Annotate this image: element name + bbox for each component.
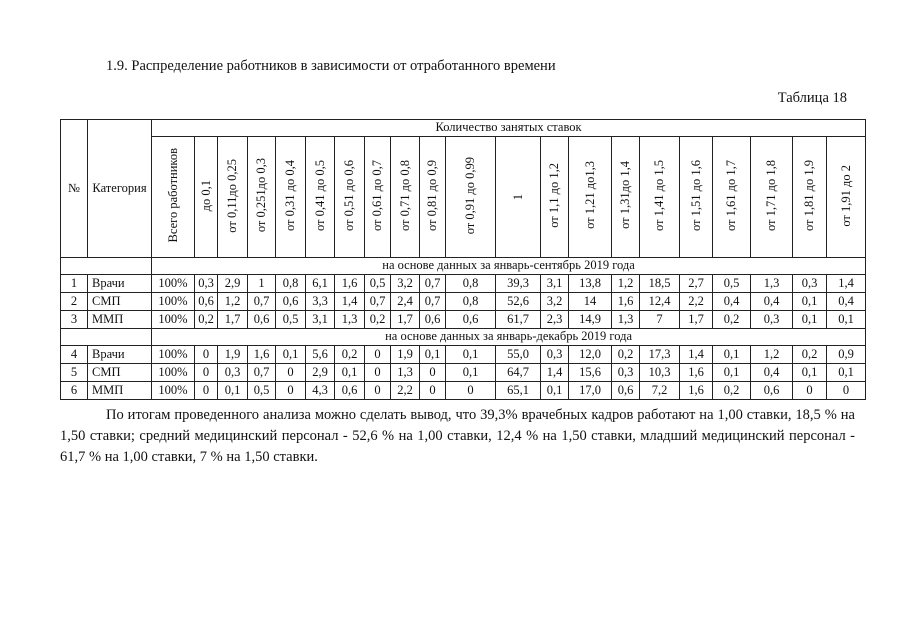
column-header xyxy=(306,137,335,258)
column-header-label: 1 xyxy=(510,194,525,201)
table-cell: 2,9 xyxy=(218,275,248,293)
table-cell: 0 xyxy=(420,382,446,400)
table-cell: 0 xyxy=(195,364,218,382)
column-header xyxy=(751,137,793,258)
table-cell: 14,9 xyxy=(569,311,612,329)
table-cell: 0 xyxy=(195,382,218,400)
table-cell: 0,4 xyxy=(751,293,793,311)
row-category: СМП xyxy=(88,293,152,311)
table-cell: 0,3 xyxy=(218,364,248,382)
table-cell: 3,1 xyxy=(541,275,569,293)
section-spacer xyxy=(61,329,152,346)
table-cell: 0 xyxy=(420,364,446,382)
column-header xyxy=(541,137,569,258)
distribution-table xyxy=(60,119,866,400)
table-cell: 0 xyxy=(365,364,391,382)
table-cell: 3,2 xyxy=(391,275,420,293)
table-cell: 100% xyxy=(152,311,195,329)
table-cell: 1,4 xyxy=(680,346,713,364)
table-cell: 0 xyxy=(276,382,306,400)
table-cell: 1,9 xyxy=(218,346,248,364)
table-cell: 6,1 xyxy=(306,275,335,293)
table-cell: 0,1 xyxy=(827,364,866,382)
table-label: Таблица 18 xyxy=(777,90,847,106)
column-header-label: от 0,51 до 0,6 xyxy=(342,159,357,231)
table-cell: 3,1 xyxy=(306,311,335,329)
row-category: ММП xyxy=(88,382,152,400)
table-cell: 2,2 xyxy=(680,293,713,311)
column-header xyxy=(365,137,391,258)
table-cell: 0,2 xyxy=(713,382,751,400)
column-header-label: от 0,11до 0,25 xyxy=(225,158,240,233)
header-group: Количество занятых ставок xyxy=(152,120,866,137)
table-cell: 1,6 xyxy=(335,275,365,293)
table-cell: 0,5 xyxy=(365,275,391,293)
column-header-label: от 1,61 до 1,7 xyxy=(724,159,739,231)
column-header xyxy=(793,137,827,258)
table-cell: 0,2 xyxy=(793,346,827,364)
table-cell: 17,3 xyxy=(640,346,680,364)
table-cell: 0,7 xyxy=(420,275,446,293)
table-cell: 0,1 xyxy=(793,311,827,329)
table-cell: 0,1 xyxy=(793,293,827,311)
column-header-label: Всего работников xyxy=(165,148,180,243)
table-cell: 0 xyxy=(365,382,391,400)
column-header xyxy=(391,137,420,258)
table-cell: 0,1 xyxy=(827,311,866,329)
column-header-label: от 1,51 до 1,6 xyxy=(688,159,703,231)
table-cell: 0,5 xyxy=(713,275,751,293)
table-cell: 0 xyxy=(365,346,391,364)
table-cell: 0,8 xyxy=(446,293,496,311)
table-row xyxy=(61,311,866,329)
table-cell: 5,6 xyxy=(306,346,335,364)
table-cell: 2,9 xyxy=(306,364,335,382)
table-cell: 1,3 xyxy=(612,311,640,329)
table-cell: 0,1 xyxy=(335,364,365,382)
column-header-label: от 0,71 до 0,8 xyxy=(397,159,412,231)
column-header-label: от 0,91 до 0,99 xyxy=(463,156,478,235)
table-body xyxy=(61,258,866,400)
table-row xyxy=(61,293,866,311)
table-cell: 2,4 xyxy=(391,293,420,311)
table-cell: 0,1 xyxy=(276,346,306,364)
table-cell: 0,1 xyxy=(713,346,751,364)
column-header xyxy=(640,137,680,258)
column-header xyxy=(713,137,751,258)
table-cell: 1,9 xyxy=(391,346,420,364)
column-header-label: от 0,31 до 0,4 xyxy=(283,159,298,231)
table-cell: 7 xyxy=(640,311,680,329)
column-header xyxy=(446,137,496,258)
row-number: 3 xyxy=(61,311,88,329)
section-label: на основе данных за январь-декабрь 2019 года xyxy=(152,329,866,346)
column-header xyxy=(335,137,365,258)
table-cell: 0,7 xyxy=(248,364,276,382)
table-cell: 1,3 xyxy=(335,311,365,329)
table-cell: 55,0 xyxy=(496,346,541,364)
table-cell: 3,3 xyxy=(306,293,335,311)
table-cell: 13,8 xyxy=(569,275,612,293)
header-no: № xyxy=(61,120,88,258)
table-cell: 1,4 xyxy=(541,364,569,382)
table-cell: 10,3 xyxy=(640,364,680,382)
table-row xyxy=(61,346,866,364)
table-cell: 12,4 xyxy=(640,293,680,311)
table-cell: 0,6 xyxy=(420,311,446,329)
table-cell: 61,7 xyxy=(496,311,541,329)
table-cell: 1,4 xyxy=(335,293,365,311)
row-number: 1 xyxy=(61,275,88,293)
column-header-label: от 1,41 до 1,5 xyxy=(652,159,667,231)
table-cell: 0,6 xyxy=(195,293,218,311)
table-cell: 0,1 xyxy=(218,382,248,400)
row-category: Врачи xyxy=(88,275,152,293)
table-cell: 0,2 xyxy=(195,311,218,329)
table-cell: 1,6 xyxy=(680,382,713,400)
column-header xyxy=(420,137,446,258)
row-number: 5 xyxy=(61,364,88,382)
table-cell: 1,3 xyxy=(391,364,420,382)
column-header xyxy=(680,137,713,258)
table-cell: 18,5 xyxy=(640,275,680,293)
column-header-label: от 1,81 до 1,9 xyxy=(802,159,817,231)
table-cell: 1,7 xyxy=(391,311,420,329)
table-cell: 0,3 xyxy=(793,275,827,293)
table-cell: 0,3 xyxy=(541,346,569,364)
table-cell: 1,2 xyxy=(218,293,248,311)
table-cell: 1,7 xyxy=(680,311,713,329)
table-cell: 100% xyxy=(152,275,195,293)
column-header-label: от 0,61 до 0,7 xyxy=(370,159,385,231)
table-cell: 0,1 xyxy=(793,364,827,382)
row-category: СМП xyxy=(88,364,152,382)
column-header xyxy=(612,137,640,258)
table-cell: 0,2 xyxy=(713,311,751,329)
table-cell: 0 xyxy=(793,382,827,400)
column-header-label: от 1,1 до 1,2 xyxy=(547,163,562,228)
table-cell: 17,0 xyxy=(569,382,612,400)
table-cell: 2,3 xyxy=(541,311,569,329)
table-cell: 1,7 xyxy=(218,311,248,329)
table-cell: 0,3 xyxy=(195,275,218,293)
column-header-label: от 1,91 до 2 xyxy=(838,164,853,227)
column-header xyxy=(195,137,218,258)
column-header xyxy=(496,137,541,258)
table-cell: 0,6 xyxy=(335,382,365,400)
table-cell: 0,8 xyxy=(276,275,306,293)
table-cell: 0,7 xyxy=(365,293,391,311)
table-cell: 0,7 xyxy=(420,293,446,311)
table-cell: 1 xyxy=(248,275,276,293)
table-cell: 0 xyxy=(827,382,866,400)
table-cell: 100% xyxy=(152,293,195,311)
table-cell: 100% xyxy=(152,364,195,382)
table-cell: 14 xyxy=(569,293,612,311)
column-header xyxy=(276,137,306,258)
row-category: ММП xyxy=(88,311,152,329)
table-cell: 64,7 xyxy=(496,364,541,382)
table-cell: 0 xyxy=(276,364,306,382)
column-header-label: от 1,31до 1,4 xyxy=(618,161,633,230)
row-number: 4 xyxy=(61,346,88,364)
table-cell: 1,2 xyxy=(612,275,640,293)
column-header xyxy=(152,137,195,258)
table-cell: 0 xyxy=(446,382,496,400)
column-header-label: от 0,251до 0,3 xyxy=(254,158,269,233)
table-cell: 0,4 xyxy=(751,364,793,382)
table-cell: 0,1 xyxy=(541,382,569,400)
table-cell: 1,6 xyxy=(680,364,713,382)
section-label: на основе данных за январь-сентябрь 2019 года xyxy=(152,258,866,275)
column-header-row xyxy=(61,137,866,258)
table-cell: 0,5 xyxy=(276,311,306,329)
table-cell: 4,3 xyxy=(306,382,335,400)
table-cell: 1,4 xyxy=(827,275,866,293)
column-header xyxy=(248,137,276,258)
table-row xyxy=(61,275,866,293)
table-cell: 0,1 xyxy=(713,364,751,382)
table-cell: 0,9 xyxy=(827,346,866,364)
table-cell: 0,1 xyxy=(446,346,496,364)
table-cell: 0 xyxy=(195,346,218,364)
table-cell: 0,4 xyxy=(827,293,866,311)
table-cell: 52,6 xyxy=(496,293,541,311)
table-cell: 100% xyxy=(152,382,195,400)
table-cell: 0,4 xyxy=(713,293,751,311)
row-number: 6 xyxy=(61,382,88,400)
table-cell: 0,3 xyxy=(612,364,640,382)
table-row xyxy=(61,364,866,382)
summary-paragraph: По итогам проведенного анализа можно сделать вывод, что 39,3% врачебных кадров работают на 1,00 ставки, 18,5 % на 1,50 ставки; средний медицинский персонал - 52,6 % на 1,00 ставки, 12,4 % на 1,50 ставки, младший медицинский персонал - 61,7 % на 1,00 ставки, 7 % на 1,50 ставки. xyxy=(60,407,855,465)
section-row xyxy=(61,258,866,275)
row-number: 2 xyxy=(61,293,88,311)
table-cell: 0,3 xyxy=(751,311,793,329)
table-cell: 0,5 xyxy=(248,382,276,400)
row-category: Врачи xyxy=(88,346,152,364)
table-cell: 1,3 xyxy=(751,275,793,293)
column-header-label: от 0,81 до 0,9 xyxy=(425,159,440,231)
table-cell: 100% xyxy=(152,346,195,364)
table-cell: 3,2 xyxy=(541,293,569,311)
table-cell: 0,1 xyxy=(446,364,496,382)
table-cell: 15,6 xyxy=(569,364,612,382)
table-row xyxy=(61,382,866,400)
table-cell: 2,7 xyxy=(680,275,713,293)
table-cell: 0,8 xyxy=(446,275,496,293)
table-cell: 1,2 xyxy=(751,346,793,364)
column-header-label: от 0,41 до 0,5 xyxy=(312,159,327,231)
table-cell: 0,6 xyxy=(612,382,640,400)
table-cell: 0,6 xyxy=(446,311,496,329)
table-cell: 7,2 xyxy=(640,382,680,400)
table-cell: 65,1 xyxy=(496,382,541,400)
table-cell: 0,2 xyxy=(335,346,365,364)
table-cell: 2,2 xyxy=(391,382,420,400)
table-cell: 0,1 xyxy=(420,346,446,364)
table-cell: 0,2 xyxy=(365,311,391,329)
table-cell: 0,6 xyxy=(248,311,276,329)
table-cell: 0,2 xyxy=(612,346,640,364)
section-row xyxy=(61,329,866,346)
column-header xyxy=(218,137,248,258)
table-cell: 0,6 xyxy=(751,382,793,400)
section-spacer xyxy=(61,258,152,275)
table-cell: 1,6 xyxy=(248,346,276,364)
column-header-label: от 1,21 до1,3 xyxy=(582,161,597,230)
table-cell: 0,6 xyxy=(276,293,306,311)
column-header xyxy=(569,137,612,258)
header-category: Категория xyxy=(88,120,152,258)
column-header-label: до 0,1 xyxy=(198,179,213,212)
column-header-label: от 1,71 до 1,8 xyxy=(764,159,779,231)
table-cell: 39,3 xyxy=(496,275,541,293)
table-cell: 12,0 xyxy=(569,346,612,364)
document-title: 1.9. Распределение работников в зависимости от отработанного времени xyxy=(106,58,556,74)
table-cell: 1,6 xyxy=(612,293,640,311)
column-header xyxy=(827,137,866,258)
table-cell: 0,7 xyxy=(248,293,276,311)
